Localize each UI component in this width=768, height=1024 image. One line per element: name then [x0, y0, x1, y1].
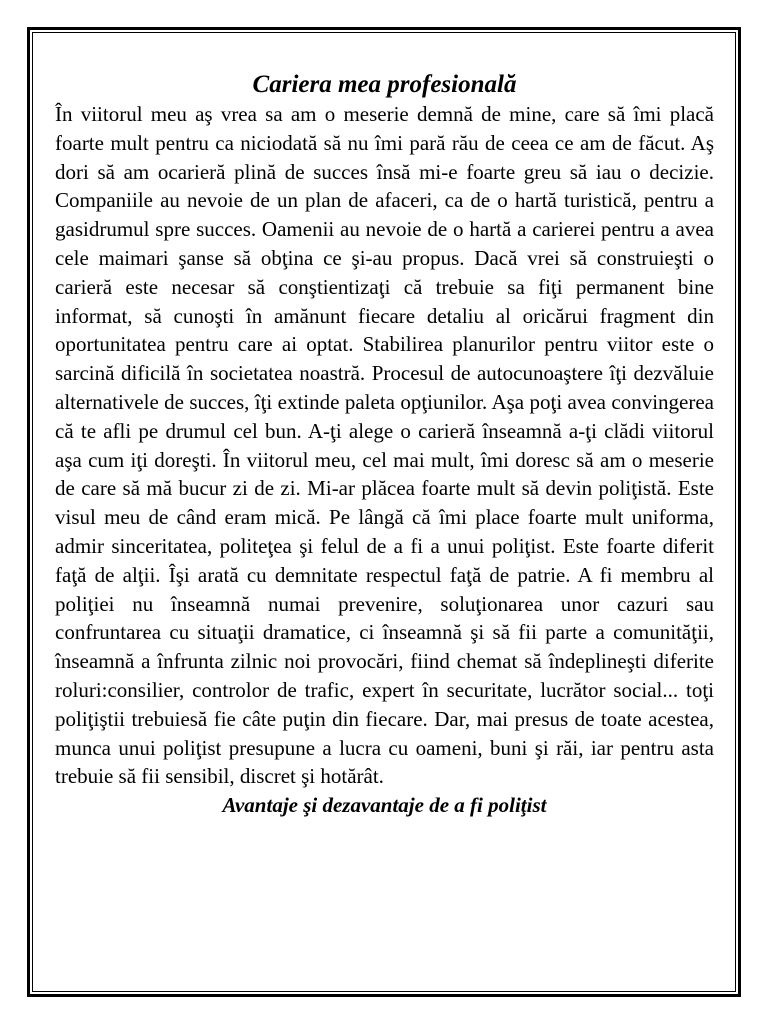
- essay-paragraph: În viitorul meu aş vrea sa am o meserie demnă de mine, care să îmi placă foarte mult pentru ca niciodată să nu îmi pară rău de ceea ce am de făcut. Aş dori să am ocarieră plină de succes însă mi-e foarte greu să iau o decizie. Companiile au nevoie de un plan de afaceri, ca de o hartă turistică, pentru a gasidrumul spre succes. Oamenii au nevoie de o hartă a carierei pentru a avea cele maimari şanse să obţina ce şi-au propus. Dacă vrei să construieşti o carieră este necesar să conştientizaţi că trebuie sa fiţi permanent bine informat, să cunoşti în amănunt fiecare detaliu al oricărui fragment din oportunitatea pentru care ai optat. Stabilirea planurilor pentru viitor este o sarcină dificilă în societatea noastră. Procesul de autocunoaştere îţi dezvăluie alternativele de succes, îţi extinde paleta opţiunilor. Aşa poţi avea convingerea că te afli pe drumul cel bun. A-ţi alege o carieră înseamnă a-ţi clădi viitorul aşa cum iţi doreşti. În viitorul meu, cel mai mult, îmi doresc să am o meserie de care să mă bucur zi de zi. Mi-ar plăcea foarte mult să devin poliţistă. Este visul meu de când eram mică. Pe lângă că îmi place foarte mult uniforma, admir sinceritatea, politeţea şi felul de a fi a unui poliţist. Este foarte diferit faţă de alţii. Îşi arată cu demnitate respectul faţă de patrie. A fi membru al poliţiei nu înseamnă numai prevenire, soluţionarea unor cazuri sau confruntarea cu situaţii dramatice, ci înseamnă şi să fii parte a comunităţii, înseamnă a înfrunta zilnic noi provocări, fiind chemat să îndeplineşti diferite roluri:consilier, controlor de trafic, expert în securitate, lucrător social... toţi poliţiştii trebuiesă fie câte puţin din fiecare. Dar, mai presus de toate acestea, munca unui poliţist presupune a lucra cu oameni, buni şi răi, iar pentru asta trebuie să fii sensibil, discret şi hotărât.: [55, 102, 714, 789]
- document-content: [55, 70, 714, 819]
- closing-heading: Avantaje şi dezavantaje de a fi poliţist: [222, 793, 547, 818]
- document-title: Cariera mea profesională: [252, 71, 517, 98]
